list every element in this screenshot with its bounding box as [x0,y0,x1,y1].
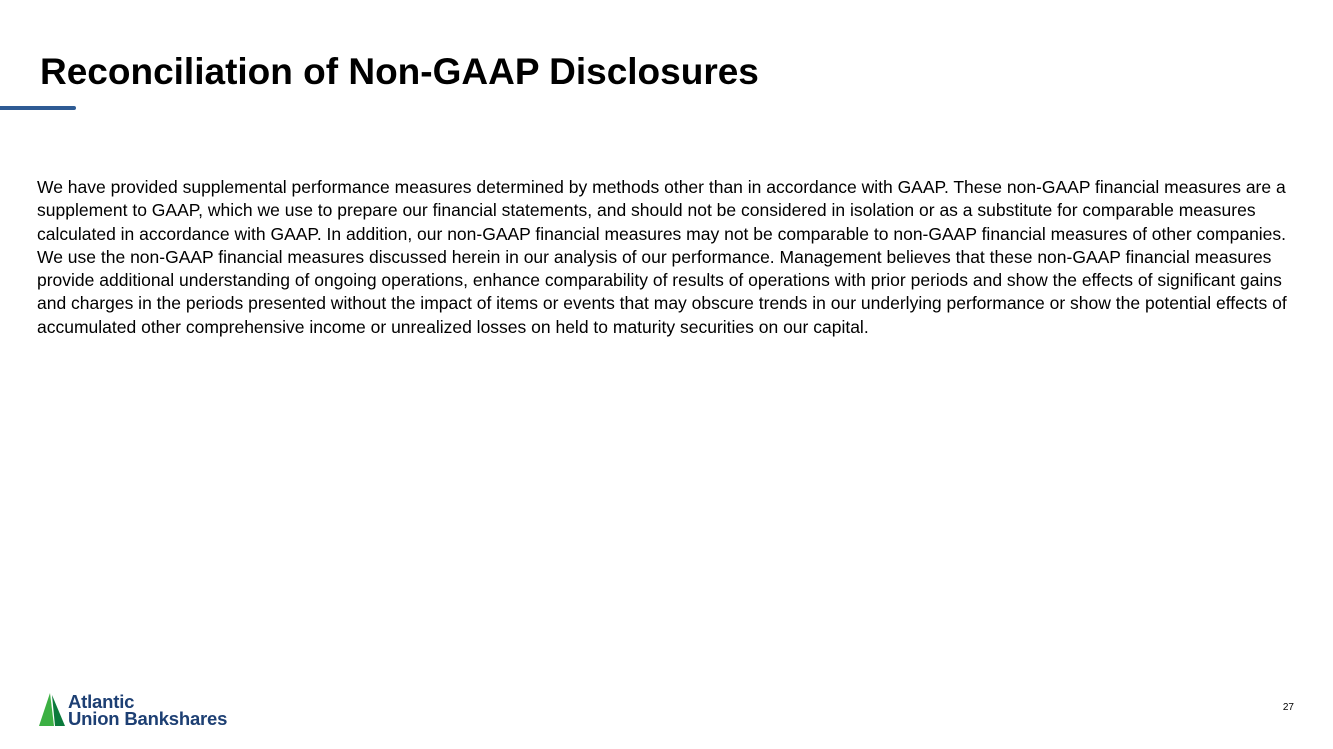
logo-wordmark-line2: Union Bankshares [68,708,228,729]
logo-wordmark-line1: Atlantic [68,691,135,712]
title-accent-rule [0,106,76,110]
page-number: 27 [1282,702,1294,713]
disclosure-paragraph: We have provided supplemental performance measures determined by methods other than in accordance with GAAP. These non-GAAP financial measures are a supplement to GAAP, which we use to prepare our financial statements, and should not be considered in isolation or as a substitute for comparable measures calculated in accordance with GAAP. In addition, our non-GAAP financial measures may not be comparable to non-GAAP financial measures of other companies. We use the non-GAAP financial measures discussed herein in our analysis of our performance. Management believes that these non-GAAP financial measures provide additional understanding of ongoing operations, enhance comparability of results of operations with prior periods and show the effects of significant gains and charges in the periods presented without the impact of items or events that may obscure trends in our underlying performance or show the potential effects of accumulated other comprehensive income or unrealized losses on held to maturity securities on our capital. [37,177,1287,337]
logo-wordmark [68,693,227,727]
atlantic-union-sail-logo-icon [38,691,66,729]
company-logo [38,690,268,730]
page-title: Reconciliation of Non-GAAP Disclosures [40,51,759,92]
